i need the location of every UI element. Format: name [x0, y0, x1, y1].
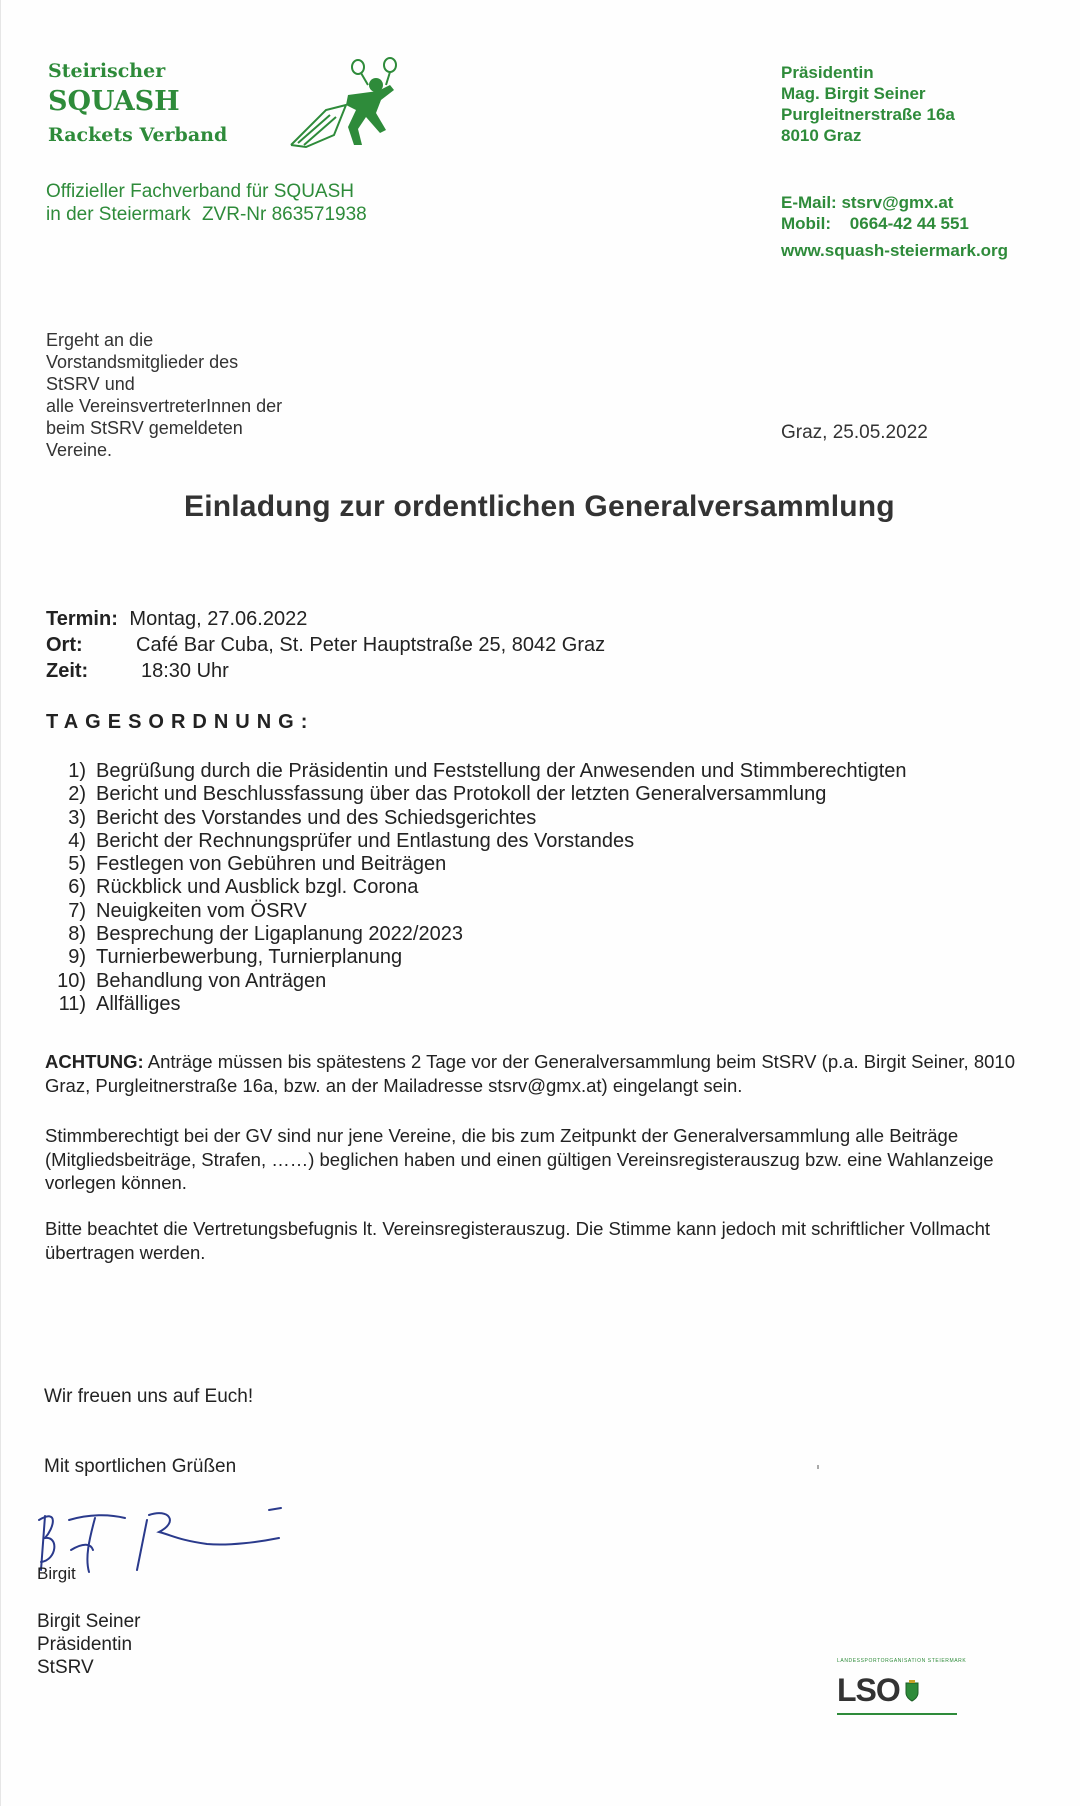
- contact-role: Präsidentin: [781, 63, 874, 82]
- closing-line: Wir freuen uns auf Euch!: [44, 1386, 254, 1407]
- agenda-item: 7) Neuigkeiten vom ÖSRV: [68, 899, 307, 922]
- contact-mobile: [781, 213, 969, 234]
- notice-label: ACHTUNG:: [45, 1051, 144, 1072]
- zeit-label: Zeit:: [46, 660, 89, 682]
- org-name-line3: Rackets Verband: [48, 124, 228, 146]
- squash-player-icon: [286, 55, 421, 150]
- agenda-item: 4) Bericht der Rechnungsprüfer und Entlastung des Vorstandes: [68, 829, 635, 852]
- recipient-line: StSRV und: [46, 374, 135, 394]
- signature-print-name: Birgit: [37, 1564, 76, 1583]
- recipient-line: Vorstandsmitglieder des: [46, 352, 239, 372]
- coat-of-arms-icon: [904, 1679, 920, 1703]
- notice-paragraph: [45, 1050, 1035, 1097]
- ort-value: Café Bar Cuba, St. Peter Hauptstraße 25, 8042 Graz: [136, 634, 606, 656]
- agenda-list: [46, 760, 1046, 1016]
- authorization-paragraph: Bitte beachtet die Vertretungsbefugnis lt. Vereinsregisterauszug. Die Stimme kann jedoch mit schriftlicher Vollmacht übertragen werden.: [45, 1218, 990, 1263]
- ort-label: Ort:: [46, 634, 83, 656]
- letter-title: Einladung zur ordentlichen Generalversammlung: [184, 490, 895, 523]
- meeting-details: [46, 606, 605, 684]
- agenda-item: 9) Turnierbewerbung, Turnierplanung: [68, 946, 403, 969]
- scan-speck: [817, 1465, 819, 1469]
- agenda-item: 5) Festlegen von Gebühren und Beiträgen: [68, 853, 447, 876]
- contact-mobile-number: 0664-42 44 551: [849, 214, 969, 233]
- agenda-item: 8) Besprechung der Ligaplanung 2022/2023: [68, 923, 463, 946]
- signatory-block: [37, 1610, 141, 1679]
- lso-underline: [837, 1713, 957, 1715]
- letter-date: Graz, 25.05.2022: [781, 422, 928, 443]
- signatory-name: Birgit Seiner: [37, 1611, 141, 1632]
- agenda-heading: TAGESORDNUNG:: [46, 711, 315, 733]
- recipient-line: alle VereinsvertreterInnen der: [46, 396, 283, 416]
- agenda-item: 10) Behandlung von Anträgen: [57, 969, 327, 992]
- greeting-line: Mit sportlichen Grüßen: [44, 1456, 237, 1477]
- termin-value: Montag, 27.06.2022: [129, 608, 308, 630]
- lso-tagline: LANDESSPORTORGANISATION STEIERMARK: [837, 1658, 967, 1664]
- contact-website: www.squash-steiermark.org: [781, 241, 1009, 260]
- recipient-line: Vereine.: [46, 440, 113, 460]
- signatory-org: StSRV: [37, 1657, 94, 1678]
- meeting-termin: [46, 606, 605, 632]
- recipient-line: Ergeht an die: [46, 330, 154, 350]
- org-name-line1: Steirischer: [48, 60, 166, 82]
- contact-mobile-label: Mobil:: [781, 214, 832, 233]
- recipient-block: [46, 329, 282, 461]
- recipient-line: beim StSRV gemeldeten: [46, 418, 243, 438]
- zeit-value: 18:30 Uhr: [141, 660, 229, 682]
- termin-label: Termin:: [46, 608, 118, 630]
- agenda-item: 6) Rückblick und Ausblick bzgl. Corona: [68, 876, 419, 899]
- agenda-item: 3) Bericht des Vorstandes und des Schiedsgerichtes: [68, 806, 537, 829]
- meeting-ort: [46, 632, 605, 658]
- contact-street: Purgleitnerstraße 16a: [781, 105, 955, 124]
- lso-text: LSO: [837, 1672, 900, 1708]
- contact-email: E-Mail: stsrv@gmx.at: [781, 193, 954, 212]
- voting-paragraph: Stimmberechtigt bei der GV sind nur jene Vereine, die bis zum Zeitpunkt der Generalversammlung alle Beiträge (Mitgliedsbeiträge, Strafen, ……) beglichen haben und einen gültigen Vereinsregisterauszug bzw. eine Wahlanzeige vorlegen können.: [45, 1125, 994, 1193]
- lso-logo: [837, 1658, 997, 1715]
- agenda-item: 2) Bericht und Beschlussfassung über das Protokoll der letzten Generalversammlung: [68, 783, 827, 806]
- signatory-role: Präsidentin: [37, 1634, 133, 1655]
- contact-city: 8010 Graz: [781, 126, 862, 145]
- notice-text: Anträge müssen bis spätestens 2 Tage vor der Generalversammlung beim StSRV (p.a. Birgit Seiner, 8010 Graz, Purgleitnerstraße 16a, bzw. an der Mailadresse stsrv@gmx.at) eingelangt sein.: [45, 1051, 1015, 1096]
- meeting-zeit: [46, 658, 605, 684]
- agenda-item: 1) Begrüßung durch die Präsidentin und Feststellung der Anwesenden und Stimmberechtigten: [68, 760, 907, 782]
- org-region: in der Steiermark: [46, 204, 191, 225]
- org-description-line1: Offizieller Fachverband für SQUASH: [46, 181, 354, 202]
- agenda-item: 11) Allfälliges: [58, 992, 181, 1015]
- contact-block: [781, 62, 955, 146]
- org-name-line2: SQUASH: [48, 86, 180, 117]
- org-zvr: ZVR-Nr 863571938: [201, 204, 367, 225]
- org-description-line2: [46, 203, 367, 227]
- contact-name: Mag. Birgit Seiner: [781, 84, 926, 103]
